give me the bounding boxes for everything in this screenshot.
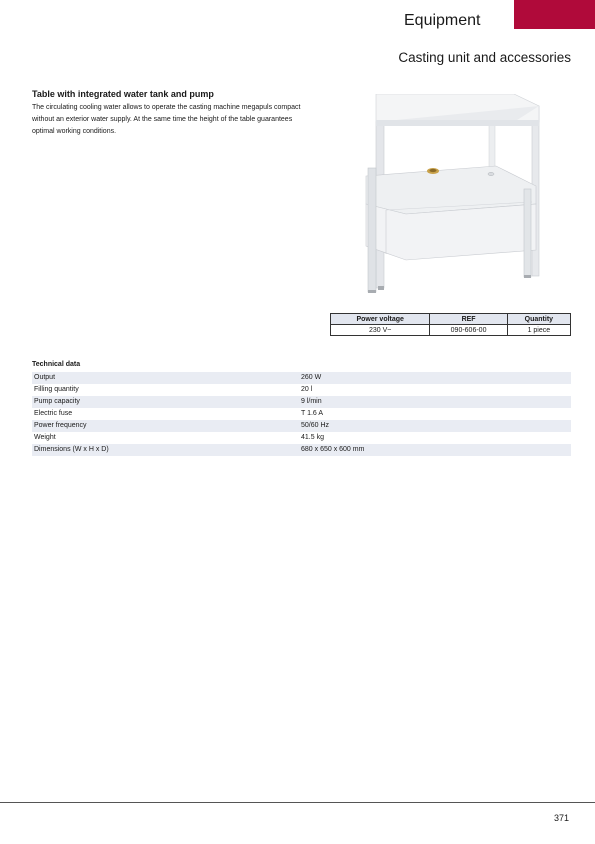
footer-divider bbox=[0, 802, 595, 803]
spec-name: Output bbox=[34, 374, 56, 381]
product-title: Table with integrated water tank and pump bbox=[32, 89, 214, 99]
table-row bbox=[32, 396, 571, 408]
order-table bbox=[330, 313, 571, 336]
table-row bbox=[32, 444, 571, 456]
table-row bbox=[331, 325, 571, 336]
technical-data-table bbox=[32, 372, 571, 456]
quantity-cell: 1 piece bbox=[507, 325, 570, 336]
table-row bbox=[32, 408, 571, 420]
spec-value: 41.5 kg bbox=[301, 434, 324, 441]
spec-value: 50/60 Hz bbox=[301, 422, 330, 429]
column-header-ref: REF bbox=[430, 314, 507, 325]
column-header-quantity: Quantity bbox=[507, 314, 570, 325]
order-table-header-row bbox=[331, 314, 571, 325]
spec-name: Dimensions (W x H x D) bbox=[34, 446, 109, 453]
section-color-tab bbox=[514, 0, 595, 29]
spec-value: 9 l/min bbox=[301, 398, 322, 405]
table-row bbox=[32, 384, 571, 396]
table-row bbox=[32, 372, 571, 384]
section-title: Equipment bbox=[404, 12, 481, 29]
spec-value: T 1.6 A bbox=[301, 410, 324, 417]
spec-name: Power frequency bbox=[34, 422, 87, 429]
spec-name: Electric fuse bbox=[34, 410, 73, 417]
spec-name: Weight bbox=[34, 434, 56, 441]
power-voltage-cell: 230 V~ bbox=[331, 325, 430, 336]
spec-name: Filling quantity bbox=[34, 386, 79, 393]
ref-cell: 090-606-00 bbox=[430, 325, 507, 336]
spec-value: 260 W bbox=[301, 374, 322, 381]
table-row bbox=[32, 420, 571, 432]
page-number: 371 bbox=[554, 813, 570, 823]
product-description: The circulating cooling water allows to operate the casting machine megapuls compact without an exterior water supply. At the same time the height of the table guarantees optimal working conditions. bbox=[32, 104, 301, 136]
spec-value: 20 l bbox=[301, 386, 313, 393]
table-row bbox=[32, 432, 571, 444]
subsection-title: Casting unit and accessories bbox=[398, 50, 571, 65]
spec-value: 680 x 650 x 600 mm bbox=[301, 446, 365, 453]
technical-data-heading: Technical data bbox=[32, 361, 81, 368]
spec-name: Pump capacity bbox=[34, 398, 80, 405]
product-image bbox=[356, 94, 548, 294]
column-header-power-voltage: Power voltage bbox=[331, 314, 430, 325]
